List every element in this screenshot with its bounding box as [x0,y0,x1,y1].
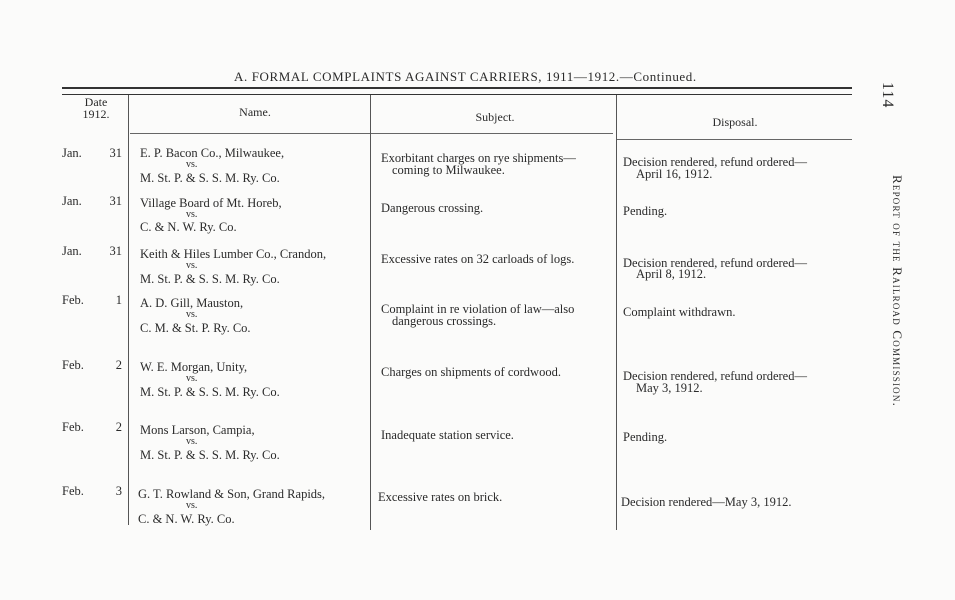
row-disposal-line1: Decision rendered, refund ordered— [623,256,807,270]
row-subject-line2: coming to Milwaukee. [392,163,505,177]
top-rule-thick [62,87,852,89]
row-respondent: M. St. P. & S. S. M. Ry. Co. [140,385,280,399]
header-date-line1: Date [84,95,108,109]
row-disposal-line1: Pending. [623,204,668,218]
row-respondent: C. & N. W. Ry. Co. [140,220,237,234]
row-subject-line1: Dangerous crossing. [381,201,484,215]
row-month: Feb. [62,293,84,307]
row-vs: vs. [186,209,198,220]
row-day: 31 [109,194,122,208]
row-complainant: Village Board of Mt. Horeb, [140,196,282,210]
row-complainant: G. T. Rowland & Son, Grand Rapids, [138,487,326,501]
row-complainant: W. E. Morgan, Unity, [140,360,248,374]
row-complainant: Keith & Hiles Lumber Co., Crandon, [140,247,327,261]
page-number: 114 [879,82,896,109]
row-complainant: Mons Larson, Campia, [140,423,255,437]
row-disposal-line1: Decision rendered, refund ordered— [623,369,807,383]
header-bottom-rule-right [616,139,852,140]
row-respondent: M. St. P. & S. S. M. Ry. Co. [140,272,280,286]
column-divider-date [128,95,129,525]
row-month: Feb. [62,358,84,372]
header-subject: Subject. [475,110,515,124]
header-date-line2: 1912. [82,107,110,121]
row-complainant: E. P. Bacon Co., Milwaukee, [140,146,285,160]
running-head: Report of the Railroad Commission. [890,175,905,408]
header-date [70,96,122,120]
page-title: A. FORMAL COMPLAINTS AGAINST CARRIERS, 1911—1912.—Continued. [234,69,697,84]
row-respondent: C. M. & St. P. Ry. Co. [140,321,251,335]
row-month: Jan. [62,244,82,258]
row-day: 3 [115,484,122,498]
row-disposal-line2: April 16, 1912. [636,167,713,181]
row-day: 31 [109,244,122,258]
row-respondent: C. & N. W. Ry. Co. [138,512,235,526]
top-rule-thin [62,94,852,95]
column-divider-subject [616,95,617,530]
row-subject-line1: Excessive rates on 32 carloads of logs. [381,252,575,266]
row-day: 2 [115,420,122,434]
row-month: Jan. [62,194,82,208]
row-disposal-line1: Decision rendered—May 3, 1912. [621,495,792,509]
row-day: 2 [115,358,122,372]
row-vs: vs. [186,500,198,511]
row-complainant: A. D. Gill, Mauston, [140,296,244,310]
column-divider-name [370,95,371,530]
row-subject-line1: Complaint in re violation of law—also [381,302,575,316]
row-respondent: M. St. P. & S. S. M. Ry. Co. [140,171,280,185]
row-month: Feb. [62,420,84,434]
row-subject-line1: Inadequate station service. [381,428,514,442]
row-day: 1 [115,293,122,307]
row-subject-line1: Charges on shipments of cordwood. [381,365,561,379]
row-vs: vs. [186,159,198,170]
header-disposal: Disposal. [712,115,758,129]
row-disposal-line1: Decision rendered, refund ordered— [623,155,807,169]
row-month: Feb. [62,484,84,498]
header-name: Name. [239,105,271,119]
header-bottom-rule [130,133,613,134]
row-vs: vs. [186,260,198,271]
row-day: 31 [109,146,122,160]
row-subject-line2: dangerous crossings. [392,314,497,328]
row-subject-line1: Excessive rates on brick. [378,490,503,504]
row-subject-line1: Exorbitant charges on rye shipments— [381,151,576,165]
row-respondent: M. St. P. & S. S. M. Ry. Co. [140,448,280,462]
row-disposal-line2: May 3, 1912. [636,381,703,395]
row-disposal-line2: April 8, 1912. [636,267,707,281]
row-disposal-line1: Pending. [623,430,668,444]
row-disposal-line1: Complaint withdrawn. [623,305,736,319]
row-vs: vs. [186,309,198,320]
row-month: Jan. [62,146,82,160]
row-vs: vs. [186,436,198,447]
row-vs: vs. [186,373,198,384]
